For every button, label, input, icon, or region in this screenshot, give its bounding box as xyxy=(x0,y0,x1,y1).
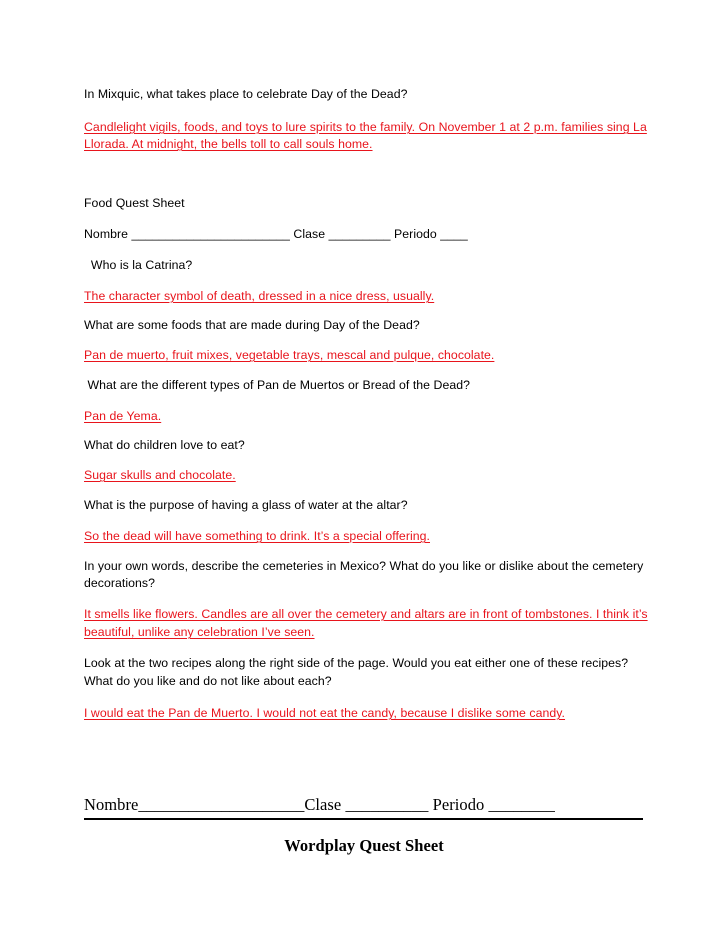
cemetery-question-line-1: In your own words, describe the cemeteries in Mexico? What do you like or dislike about the cemetery xyxy=(84,559,644,573)
cemetery-question-line-2: decorations? xyxy=(84,576,156,590)
children-question: What do children love to eat? xyxy=(84,438,245,452)
foods-question: What are some foods that are made during Day of the Dead? xyxy=(84,318,420,332)
mixquic-question: In Mixquic, what takes place to celebrate Day of the Dead? xyxy=(84,87,408,101)
water-answer: So the dead will have something to drink. It’s a special offering. xyxy=(84,529,430,543)
catrina-question: Who is la Catrina? xyxy=(84,258,193,272)
recipes-question-line-1: Look at the two recipes along the right side of the page. Would you eat either one of these recipes? xyxy=(84,656,629,670)
mixquic-answer-line-2: Llorada. At midnight, the bells toll to call souls home. xyxy=(84,137,373,151)
catrina-answer: The character symbol of death, dressed in a nice dress, usually. xyxy=(84,289,435,303)
cemetery-answer-line-1: It smells like flowers. Candles are all over the cemetery and altars are in front of tombstones. I think it’s xyxy=(84,607,648,621)
children-answer: Sugar skulls and chocolate. xyxy=(84,468,236,482)
food-quest-heading: Food Quest Sheet xyxy=(84,196,185,210)
wordplay-name-line: Nombre____________________Clase __________ Periodo ________ xyxy=(84,795,555,814)
mixquic-answer-line-1: Candlelight vigils, foods, and toys to lure spirits to the family. On November 1 at 2 p.m. families sing La xyxy=(84,120,647,134)
bread-types-answer: Pan de Yema. xyxy=(84,409,162,423)
cemetery-answer-line-2: beautiful, unlike any celebration I’ve seen. xyxy=(84,625,315,639)
recipes-answer: I would eat the Pan de Muerto. I would not eat the candy, because I dislike some candy. xyxy=(84,706,566,720)
bread-types-question: What are the different types of Pan de Muertos or Bread of the Dead? xyxy=(84,378,471,392)
foods-answer: Pan de muerto, fruit mixes, vegetable trays, mescal and pulque, chocolate. xyxy=(84,348,495,362)
wordplay-title: Wordplay Quest Sheet xyxy=(284,836,444,855)
food-quest-name-line: Nombre _______________________ Clase _________ Periodo ____ xyxy=(84,227,468,241)
water-question: What is the purpose of having a glass of water at the altar? xyxy=(84,498,408,512)
section-divider xyxy=(84,818,643,820)
recipes-question-line-2: What do you like and do not like about each? xyxy=(84,674,332,688)
